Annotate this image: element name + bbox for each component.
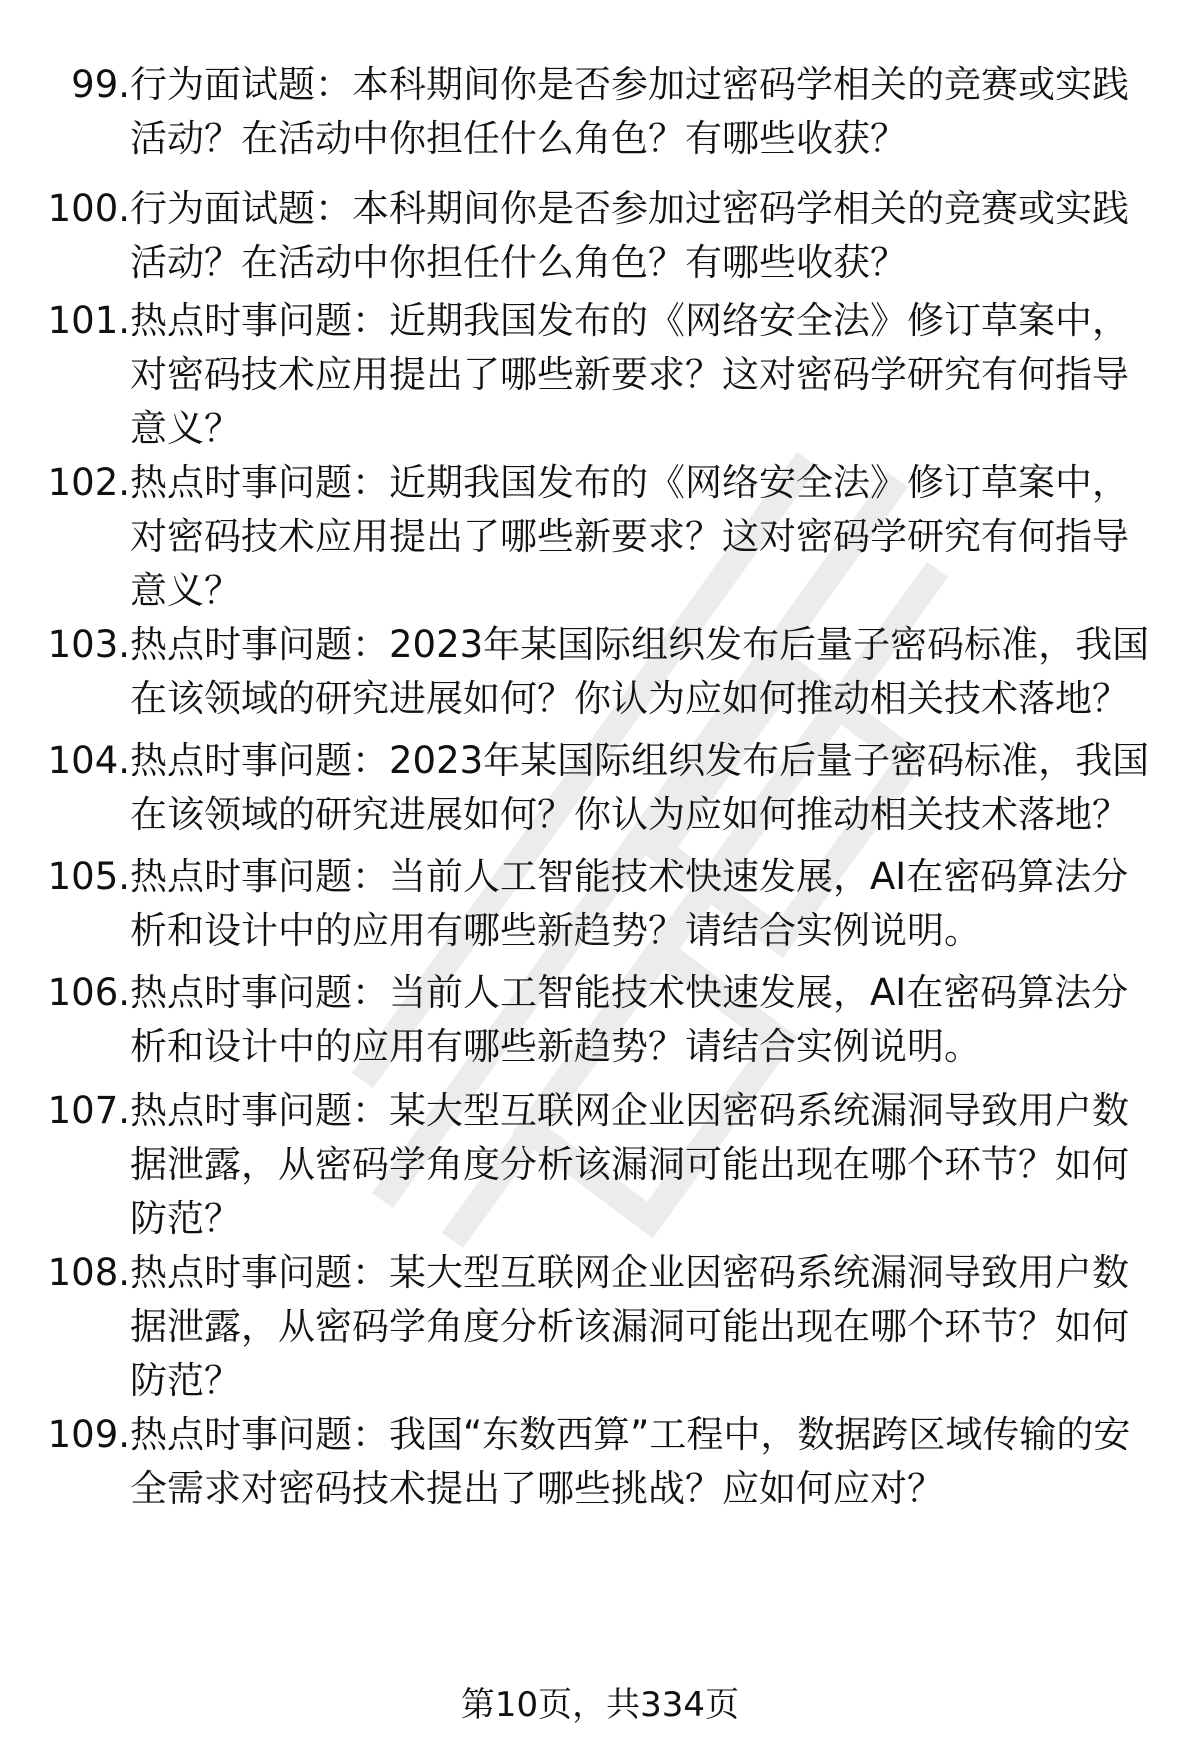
question-text: 行为面试题：本科期间你是否参加过密码学相关的竞赛或实践活动？在活动中你担任什么角色？有哪些收获？ [130,63,1129,160]
question-number: 107. [47,1089,130,1132]
question-text: 热点时事问题：2023年某国际组织发布后量子密码标准，我国在该领域的研究进展如何？你认为应如何推动相关技术落地？ [130,623,1150,720]
question-number: 99. [71,63,130,106]
question-number: 104. [47,739,130,782]
question-number: 108. [47,1251,130,1294]
question-number: 102. [47,461,130,504]
question-text: 热点时事问题：当前人工智能技术快速发展，AI在密码算法分析和设计中的应用有哪些新趋势？请结合实例说明。 [130,971,1129,1068]
question-text: 热点时事问题：近期我国发布的《网络安全法》修订草案中，对密码技术应用提出了哪些新要求？这对密码学研究有何指导意义？ [130,299,1129,450]
question-text: 热点时事问题：2023年某国际组织发布后量子密码标准，我国在该领域的研究进展如何？你认为应如何推动相关技术落地？ [130,739,1150,836]
question-text: 热点时事问题：当前人工智能技术快速发展，AI在密码算法分析和设计中的应用有哪些新趋势？请结合实例说明。 [130,855,1129,952]
question-text: 热点时事问题：某大型互联网企业因密码系统漏洞导致用户数据泄露，从密码学角度分析该漏洞可能出现在哪个环节？如何防范？ [130,1089,1129,1240]
question-text: 热点时事问题：我国“东数西算”工程中，数据跨区域传输的安全需求对密码技术提出了哪些挑战？应如何应对？ [130,1413,1131,1510]
question-text: 热点时事问题：近期我国发布的《网络安全法》修订草案中，对密码技术应用提出了哪些新要求？这对密码学研究有何指导意义？ [130,461,1129,612]
question-text: 热点时事问题：某大型互联网企业因密码系统漏洞导致用户数据泄露，从密码学角度分析该漏洞可能出现在哪个环节？如何防范？ [130,1251,1129,1402]
question-number: 109. [47,1413,130,1456]
question-number: 101. [47,299,130,342]
question-text: 行为面试题：本科期间你是否参加过密码学相关的竞赛或实践活动？在活动中你担任什么角色？有哪些收获？ [130,187,1129,284]
page-footer: 第10页，共334页 [460,1685,740,1725]
question-number: 105. [47,855,130,898]
question-number: 103. [47,623,130,666]
question-number: 100. [47,187,130,230]
question-number: 106. [47,971,130,1014]
